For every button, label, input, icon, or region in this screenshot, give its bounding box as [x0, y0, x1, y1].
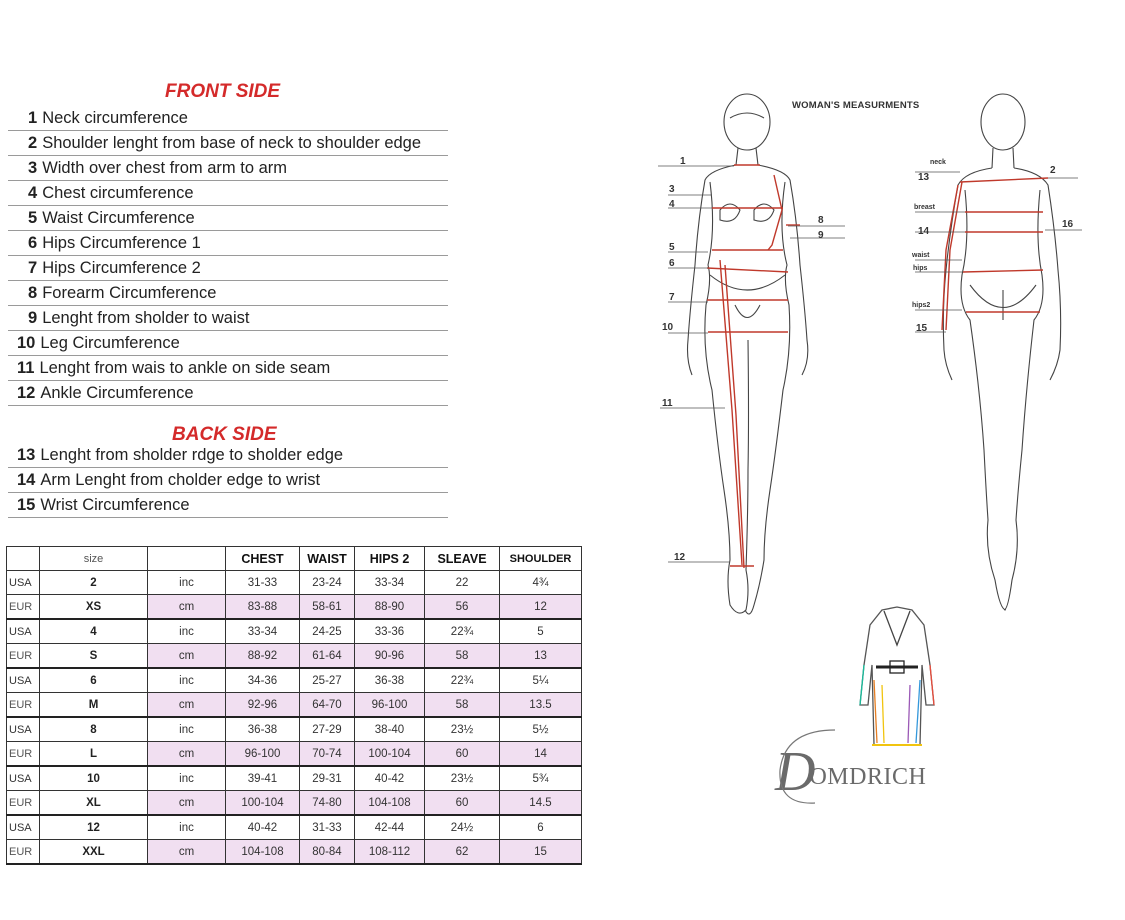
- back-label-15: 15: [916, 323, 928, 334]
- cell-sleave: 58: [425, 644, 500, 669]
- cell-region: EUR: [7, 840, 40, 865]
- item-text: Leg Circumference: [40, 334, 180, 352]
- front-label-6: 6: [669, 258, 675, 269]
- table-row: [7, 815, 582, 840]
- cell-unit: cm: [148, 693, 226, 718]
- cell-shoulder: 5½: [500, 717, 582, 742]
- cell-chest: 96-100: [226, 742, 300, 767]
- item-number: 12: [17, 384, 36, 402]
- cell-shoulder: 5¼: [500, 668, 582, 693]
- item-number: 11: [17, 359, 35, 377]
- header-waist: WAIST: [300, 547, 355, 571]
- item-text: Forearm Circumference: [42, 284, 217, 302]
- cell-hips: 40-42: [355, 766, 425, 791]
- item-text: Lenght from sholder to waist: [42, 309, 250, 327]
- front-measurement-item: [8, 306, 448, 331]
- item-number: 10: [17, 334, 36, 352]
- cell-chest: 33-34: [226, 619, 300, 644]
- front-side-title: FRONT SIDE: [165, 81, 281, 102]
- cell-waist: 25-27: [300, 668, 355, 693]
- front-label-10: 10: [662, 322, 674, 333]
- item-text: Hips Circumference 1: [42, 234, 201, 252]
- back-label-16: 16: [1062, 219, 1074, 230]
- cell-hips: 38-40: [355, 717, 425, 742]
- back-label-14: 14: [918, 226, 930, 237]
- front-label-11: 11: [662, 398, 673, 409]
- back-label-waist: waist: [912, 252, 930, 259]
- header-chest: CHEST: [226, 547, 300, 571]
- front-measurement-item: [8, 356, 448, 381]
- cell-region: EUR: [7, 595, 40, 620]
- table-header-row: [7, 547, 582, 571]
- cell-sleave: 23½: [425, 717, 500, 742]
- cell-size: M: [40, 693, 148, 718]
- cell-hips: 88-90: [355, 595, 425, 620]
- item-number: 8: [28, 284, 38, 302]
- item-text: Arm Lenght from cholder edge to wrist: [40, 471, 321, 489]
- front-measurement-item: [8, 331, 448, 356]
- cell-chest: 104-108: [226, 840, 300, 865]
- item-number: 14: [17, 471, 36, 489]
- cell-sleave: 56: [425, 595, 500, 620]
- table-row: [7, 644, 582, 669]
- item-text: Wrist Circumference: [40, 496, 190, 514]
- item-text: Shoulder lenght from base of neck to shoulder edge: [42, 134, 422, 152]
- cell-size: 4: [40, 619, 148, 644]
- cell-sleave: 60: [425, 742, 500, 767]
- logo-initial: D: [775, 741, 814, 803]
- front-measurement-item: [8, 256, 448, 281]
- back-label-13: 13: [918, 172, 930, 183]
- cell-unit: cm: [148, 791, 226, 816]
- cell-hips: 33-36: [355, 619, 425, 644]
- item-number: 9: [28, 309, 38, 327]
- cell-region: USA: [7, 815, 40, 840]
- cell-hips: 90-96: [355, 644, 425, 669]
- item-number: 15: [17, 496, 36, 514]
- table-row: [7, 791, 582, 816]
- front-label-3: 3: [669, 184, 675, 195]
- item-number: 7: [28, 259, 38, 277]
- back-figure-illustration: [900, 90, 1100, 630]
- table-row: [7, 595, 582, 620]
- cell-unit: cm: [148, 595, 226, 620]
- logo-wordmark: OMDRICH: [809, 764, 927, 790]
- cell-region: USA: [7, 717, 40, 742]
- cell-sleave: 22¾: [425, 619, 500, 644]
- cell-hips: 100-104: [355, 742, 425, 767]
- cell-hips: 36-38: [355, 668, 425, 693]
- front-label-7: 7: [669, 292, 675, 303]
- header-shoulder: SHOULDER: [500, 547, 582, 571]
- cell-unit: cm: [148, 840, 226, 865]
- cell-hips: 108-112: [355, 840, 425, 865]
- table-row: [7, 717, 582, 742]
- cell-shoulder: 6: [500, 815, 582, 840]
- front-label-8: 8: [818, 215, 824, 226]
- table-row: [7, 766, 582, 791]
- cell-waist: 23-24: [300, 571, 355, 595]
- cell-size: L: [40, 742, 148, 767]
- cell-region: EUR: [7, 742, 40, 767]
- cell-unit: cm: [148, 644, 226, 669]
- cell-unit: inc: [148, 668, 226, 693]
- figure-title: WOMAN'S MEASURMENTS: [792, 100, 920, 111]
- cell-size: 12: [40, 815, 148, 840]
- size-chart-table: [6, 546, 582, 865]
- cell-sleave: 58: [425, 693, 500, 718]
- cell-waist: 64-70: [300, 693, 355, 718]
- item-number: 2: [28, 134, 38, 152]
- cell-region: EUR: [7, 693, 40, 718]
- item-text: Ankle Circumference: [40, 384, 194, 402]
- cell-sleave: 22: [425, 571, 500, 595]
- cell-size: S: [40, 644, 148, 669]
- cell-unit: inc: [148, 815, 226, 840]
- cell-chest: 34-36: [226, 668, 300, 693]
- cell-hips: 96-100: [355, 693, 425, 718]
- cell-shoulder: 13: [500, 644, 582, 669]
- item-text: Chest circumference: [42, 184, 194, 202]
- cell-chest: 83-88: [226, 595, 300, 620]
- cell-waist: 74-80: [300, 791, 355, 816]
- cell-size: XS: [40, 595, 148, 620]
- cell-shoulder: 4¾: [500, 571, 582, 595]
- cell-size: 6: [40, 668, 148, 693]
- cell-sleave: 60: [425, 791, 500, 816]
- table-row: [7, 693, 582, 718]
- header-hips: HIPS 2: [355, 547, 425, 571]
- header-unit: [148, 547, 226, 571]
- cell-chest: 100-104: [226, 791, 300, 816]
- table-row: [7, 840, 582, 865]
- item-number: 5: [28, 209, 38, 227]
- cell-shoulder: 15: [500, 840, 582, 865]
- item-text: Lenght from wais to ankle on side seam: [39, 359, 331, 377]
- item-number: 3: [28, 159, 38, 177]
- cell-shoulder: 14: [500, 742, 582, 767]
- back-label-2: 2: [1050, 165, 1056, 176]
- cell-waist: 27-29: [300, 717, 355, 742]
- front-label-4: 4: [669, 199, 675, 210]
- cell-hips: 33-34: [355, 571, 425, 595]
- cell-unit: cm: [148, 742, 226, 767]
- cell-chest: 92-96: [226, 693, 300, 718]
- front-label-5: 5: [669, 242, 675, 253]
- table-row: [7, 619, 582, 644]
- cell-waist: 31-33: [300, 815, 355, 840]
- table-row: [7, 571, 582, 595]
- cell-waist: 58-61: [300, 595, 355, 620]
- cell-size: 10: [40, 766, 148, 791]
- cell-size: 8: [40, 717, 148, 742]
- cell-size: 2: [40, 571, 148, 595]
- front-measurement-item: [8, 131, 448, 156]
- back-measurement-item: [8, 443, 448, 468]
- back-label-breast: breast: [914, 204, 936, 211]
- cell-shoulder: 14.5: [500, 791, 582, 816]
- cell-waist: 24-25: [300, 619, 355, 644]
- cell-shoulder: 5¾: [500, 766, 582, 791]
- cell-sleave: 22¾: [425, 668, 500, 693]
- cell-shoulder: 12: [500, 595, 582, 620]
- back-measurement-list: [8, 443, 448, 518]
- front-measurement-item: [8, 281, 448, 306]
- cell-region: USA: [7, 668, 40, 693]
- header-region: [7, 547, 40, 571]
- cell-waist: 70-74: [300, 742, 355, 767]
- cell-size: XL: [40, 791, 148, 816]
- item-number: 1: [28, 109, 38, 127]
- front-measurement-item: [8, 156, 448, 181]
- cell-shoulder: 13.5: [500, 693, 582, 718]
- front-measurement-item: [8, 106, 448, 131]
- item-text: Lenght from sholder rdge to sholder edge: [40, 446, 344, 464]
- cell-chest: 31-33: [226, 571, 300, 595]
- cell-unit: inc: [148, 766, 226, 791]
- cell-size: XXL: [40, 840, 148, 865]
- cell-sleave: 23½: [425, 766, 500, 791]
- front-measurement-item: [8, 206, 448, 231]
- front-measurement-item: [8, 231, 448, 256]
- cell-waist: 61-64: [300, 644, 355, 669]
- cell-unit: inc: [148, 717, 226, 742]
- cell-region: USA: [7, 619, 40, 644]
- item-number: 13: [17, 446, 36, 464]
- back-measurement-item: [8, 468, 448, 493]
- cell-chest: 40-42: [226, 815, 300, 840]
- cell-waist: 29-31: [300, 766, 355, 791]
- back-label-neck: neck: [930, 159, 946, 166]
- cell-sleave: 62: [425, 840, 500, 865]
- cell-region: USA: [7, 571, 40, 595]
- header-sleave: SLEAVE: [425, 547, 500, 571]
- item-text: Waist Circumference: [42, 209, 195, 227]
- front-measurement-item: [8, 181, 448, 206]
- cell-chest: 36-38: [226, 717, 300, 742]
- item-text: Neck circumference: [42, 109, 188, 127]
- logo-swash: [775, 725, 875, 810]
- header-size: size: [40, 547, 148, 571]
- back-measurement-item: [8, 493, 448, 518]
- cell-unit: inc: [148, 619, 226, 644]
- table-row: [7, 668, 582, 693]
- front-label-12: 12: [674, 552, 686, 563]
- cell-region: EUR: [7, 644, 40, 669]
- item-text: Hips Circumference 2: [42, 259, 201, 277]
- back-side-title: BACK SIDE: [172, 424, 277, 445]
- table-row: [7, 742, 582, 767]
- front-label-1: 1: [680, 156, 686, 167]
- cell-region: USA: [7, 766, 40, 791]
- cell-chest: 88-92: [226, 644, 300, 669]
- front-label-9: 9: [818, 230, 824, 241]
- cell-sleave: 24½: [425, 815, 500, 840]
- cell-chest: 39-41: [226, 766, 300, 791]
- item-text: Width over chest from arm to arm: [42, 159, 287, 177]
- cell-hips: 104-108: [355, 791, 425, 816]
- item-number: 6: [28, 234, 38, 252]
- back-label-hips2: hips2: [912, 302, 931, 309]
- item-number: 4: [28, 184, 38, 202]
- cell-waist: 80-84: [300, 840, 355, 865]
- front-measurement-item: [8, 381, 448, 406]
- front-figure-illustration: [650, 90, 870, 630]
- cell-region: EUR: [7, 791, 40, 816]
- front-measurement-list: [8, 106, 448, 406]
- cell-unit: inc: [148, 571, 226, 595]
- cell-hips: 42-44: [355, 815, 425, 840]
- cell-shoulder: 5: [500, 619, 582, 644]
- back-label-hips: hips: [913, 265, 928, 272]
